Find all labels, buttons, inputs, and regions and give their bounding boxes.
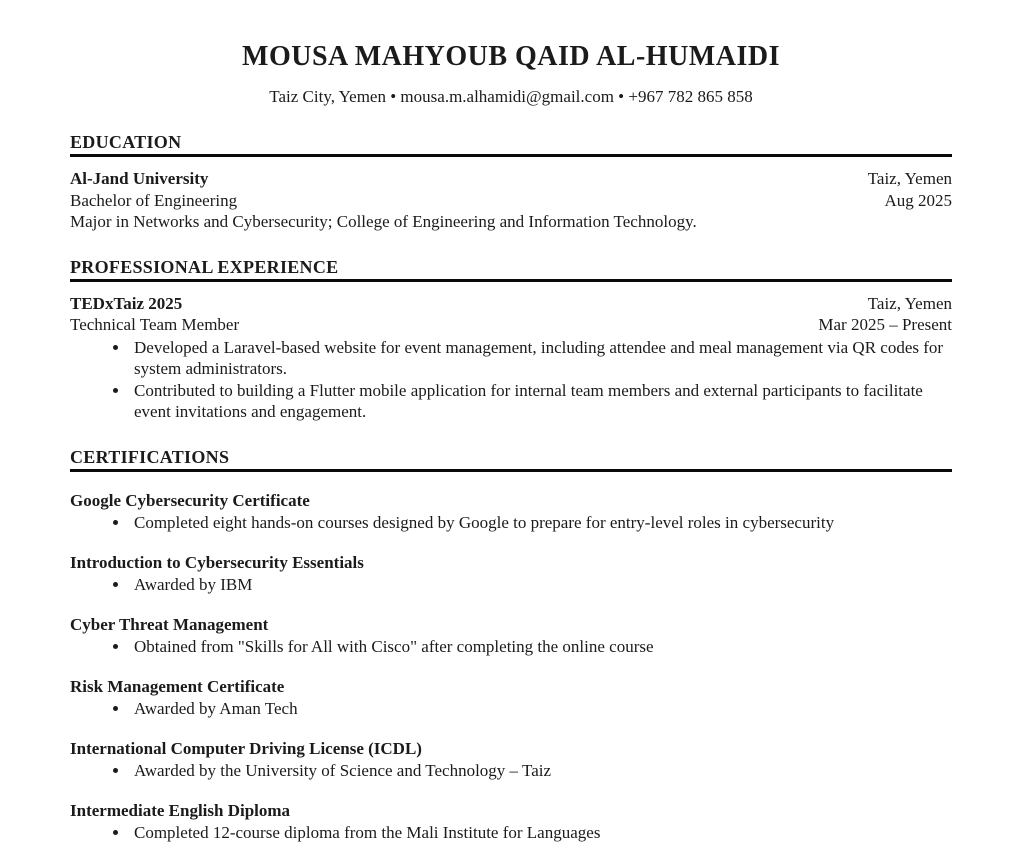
certification-item <box>70 738 952 782</box>
education-entry-row-1 <box>70 168 952 190</box>
certification-item <box>70 552 952 596</box>
section-certifications <box>70 446 952 844</box>
certification-bullet-list <box>70 636 952 658</box>
certification-title: Risk Management Certificate <box>70 676 285 696</box>
graduation-date: Aug 2025 <box>884 190 952 210</box>
section-education <box>70 131 952 233</box>
certification-bullet-list <box>70 574 952 596</box>
experience-entry-row-1 <box>70 293 952 315</box>
certification-item <box>70 800 952 844</box>
experience-bullet-list <box>70 337 952 423</box>
certification-bullet-list <box>70 760 952 782</box>
certification-item <box>70 490 952 534</box>
certifications-heading: CERTIFICATIONS <box>70 446 952 472</box>
candidate-name: MOUSA MAHYOUB QAID AL-HUMAIDI <box>242 41 780 72</box>
job-title: Technical Team Member <box>70 315 240 334</box>
certification-item <box>70 676 952 720</box>
education-heading: EDUCATION <box>70 131 952 157</box>
certification-bullet: • Obtained from "Skills for All with Cisco" after completing the online course <box>130 636 952 658</box>
employment-dates: Mar 2025 – Present <box>818 315 952 334</box>
certification-bullet: • Completed eight hands-on courses designed by Google to prepare for entry-level roles in cybersecurity <box>130 512 952 534</box>
education-entry-row-2 <box>70 190 952 212</box>
certification-title: Cyber Threat Management <box>70 614 269 634</box>
organization-name: TEDxTaiz 2025 <box>70 293 183 313</box>
certification-bullet: • Awarded by IBM <box>130 574 952 596</box>
certification-bullet: • Completed 12-course diploma from the Mali Institute for Languages <box>130 822 952 844</box>
experience-bullet: • Developed a Laravel-based website for event management, including attendee and meal management via QR codes for system administrators. <box>130 337 952 380</box>
certification-bullet: • Awarded by Aman Tech <box>130 698 952 720</box>
institution-name: Al-Jand University <box>70 169 209 188</box>
certification-bullet: • Awarded by the University of Science and Technology – Taiz <box>130 760 952 782</box>
resume-header <box>70 40 952 108</box>
certification-title: Google Cybersecurity Certificate <box>70 490 310 510</box>
major-detail: Major in Networks and Cybersecurity; College of Engineering and Information Technology. <box>70 212 697 231</box>
organization-location: Taiz, Yemen <box>867 293 952 313</box>
degree-name: Bachelor of Engineering <box>70 190 238 210</box>
certification-title: Intermediate English Diploma <box>70 800 291 820</box>
experience-heading: PROFESSIONAL EXPERIENCE <box>70 256 952 282</box>
certification-bullet-list <box>70 698 952 720</box>
certification-bullet-list <box>70 512 952 534</box>
certification-item <box>70 614 952 658</box>
certification-title: Introduction to Cybersecurity Essentials <box>70 552 364 572</box>
section-experience <box>70 256 952 423</box>
contact-line: Taiz City, Yemen • mousa.m.alhamidi@gmail.com • +967 782 865 858 <box>269 87 753 106</box>
certification-title: International Computer Driving License (ICDL) <box>70 738 422 758</box>
institution-location: Taiz, Yemen <box>867 169 952 188</box>
experience-entry-row-2 <box>70 314 952 336</box>
experience-bullet: • Contributed to building a Flutter mobile application for internal team members and external participants to facilitate event invitations and engagement. <box>130 380 952 423</box>
certification-bullet-list <box>70 822 952 844</box>
